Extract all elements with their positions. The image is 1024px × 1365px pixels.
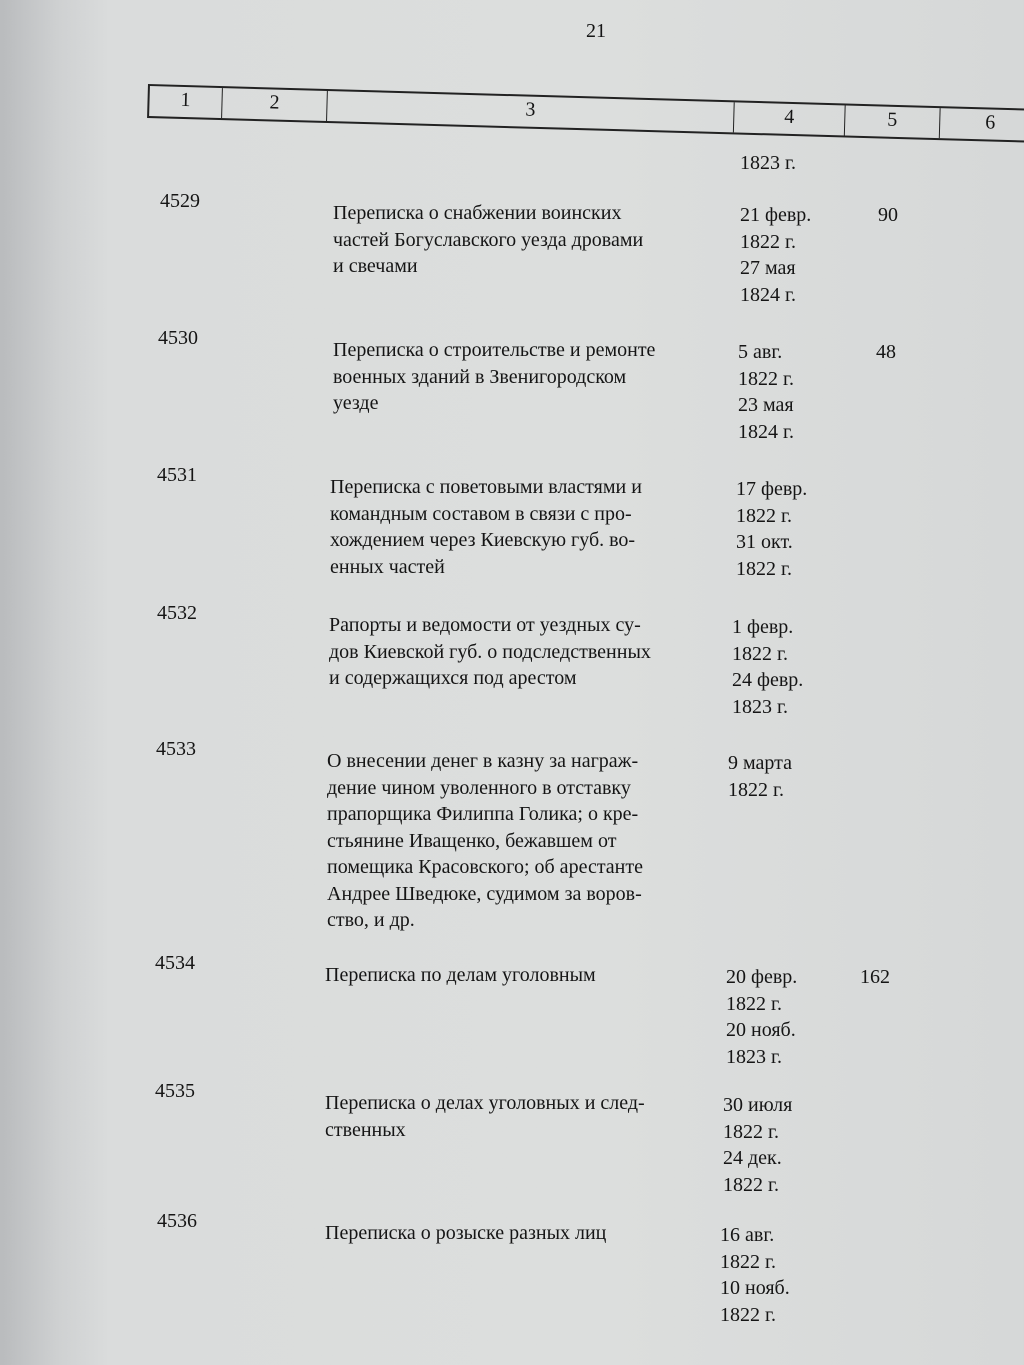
- record-date-line: 9 марта: [728, 752, 792, 774]
- record-number: 4536: [157, 1210, 197, 1232]
- record-description-line: стьянине Иващенко, бежавшем от: [327, 829, 617, 852]
- record-date-line: 20 нояб.: [726, 1019, 796, 1041]
- record-number: 4532: [157, 602, 197, 624]
- record-description-line: уезде: [333, 392, 379, 414]
- record-date-line: 1823 г.: [726, 1045, 782, 1068]
- record-description-line: помещика Красовского; об арестанте: [327, 856, 643, 878]
- record-date-line: 20 февр.: [726, 966, 798, 988]
- record-date-line: 24 февр.: [732, 669, 804, 691]
- record-description-line: Андрее Шведюке, судимом за воров-: [327, 882, 642, 905]
- record-date-line: 1822 г.: [720, 1303, 776, 1326]
- record-sheet-count: 162: [860, 966, 890, 988]
- record-description-line: командным составом в связи с про-: [330, 502, 632, 525]
- record-date-line: 24 дек.: [723, 1147, 782, 1169]
- record-date-line: 16 авг.: [720, 1224, 775, 1246]
- record-description-line: Переписка с поветовыми властями и: [330, 476, 642, 498]
- header-col-4: 4: [734, 102, 846, 135]
- header-col-2: 2: [222, 88, 328, 121]
- record-date-line: 17 февр.: [736, 478, 808, 500]
- record-description-line: военных зданий в Звенигородском: [333, 365, 627, 388]
- record-date-line: 1824 г.: [740, 283, 796, 306]
- record-date-line: 1822 г.: [736, 504, 792, 527]
- record-number: 4529: [160, 190, 200, 212]
- header-col-6: 6: [984, 111, 996, 134]
- record-sheet-count: 48: [876, 341, 896, 363]
- record-description-line: дов Киевской губ. о подследственных: [329, 640, 651, 663]
- record-date-line: 1824 г.: [738, 420, 794, 443]
- record-date-line: 1822 г.: [736, 557, 792, 580]
- record-date-line: 1 февр.: [732, 616, 794, 638]
- record-date-line: 1822 г.: [728, 778, 784, 801]
- record-description-line: и содержащихся под арестом: [329, 667, 577, 689]
- record-date-line: 10 нояб.: [720, 1277, 790, 1299]
- header-col-3: 3: [327, 91, 735, 132]
- record-description-line: частей Богуславского уезда дровами: [333, 228, 644, 251]
- record-description-line: Переписка о снабжении воинских: [333, 202, 622, 224]
- record-description-line: дение чином уволенного в отставку: [327, 776, 631, 799]
- record-description-line: Переписка о строительстве и ремонте: [333, 339, 656, 361]
- record-description-line: ство, и др.: [327, 909, 415, 931]
- record-description-line: енных частей: [330, 555, 445, 578]
- record-description-line: прапорщика Филиппа Голика; о кре-: [327, 803, 639, 825]
- record-date-line: 1823 г.: [732, 695, 788, 718]
- record-date-line: 1822 г.: [720, 1250, 776, 1273]
- record-date-line: 5 авг.: [738, 341, 783, 363]
- header-col-5: 5: [845, 105, 941, 138]
- record-description-line: О внесении денег в казну за награж-: [327, 750, 639, 772]
- record-description-line: и свечами: [333, 255, 418, 277]
- record-number: 4530: [158, 327, 198, 349]
- record-date-line: 1822 г.: [726, 992, 782, 1015]
- header-col-1: 1: [149, 86, 223, 118]
- record-description-line: Переписка по делам уголовным: [325, 964, 596, 986]
- record-date-line: 31 окт.: [736, 531, 793, 553]
- record-description-line: Переписка о делах уголовных и след-: [325, 1092, 645, 1114]
- record-number: 4533: [156, 738, 196, 760]
- page-number: 21: [586, 20, 606, 42]
- record-date-line: 30 июля: [723, 1094, 793, 1116]
- record-date-line: 1822 г.: [723, 1120, 779, 1143]
- carryover-date: 1823 г.: [740, 152, 796, 174]
- record-number: 4534: [155, 952, 195, 974]
- record-number: 4531: [157, 464, 197, 486]
- table-header: [147, 84, 1024, 143]
- record-date-line: 1822 г.: [723, 1173, 779, 1196]
- record-number: 4535: [155, 1080, 195, 1102]
- record-description-line: ственных: [325, 1118, 406, 1141]
- record-date-line: 1822 г.: [740, 230, 796, 253]
- record-date-line: 1822 г.: [738, 367, 794, 390]
- record-description-line: Переписка о розыске разных лиц: [325, 1222, 607, 1244]
- record-description-line: Рапорты и ведомости от уездных су-: [329, 614, 641, 636]
- record-date-line: 27 мая: [740, 257, 796, 279]
- record-sheet-count: 90: [878, 204, 898, 226]
- record-date-line: 23 мая: [738, 394, 794, 416]
- record-date-line: 21 февр.: [740, 204, 812, 226]
- record-date-line: 1822 г.: [732, 642, 788, 665]
- record-description-line: хождением через Киевскую губ. во-: [330, 529, 636, 551]
